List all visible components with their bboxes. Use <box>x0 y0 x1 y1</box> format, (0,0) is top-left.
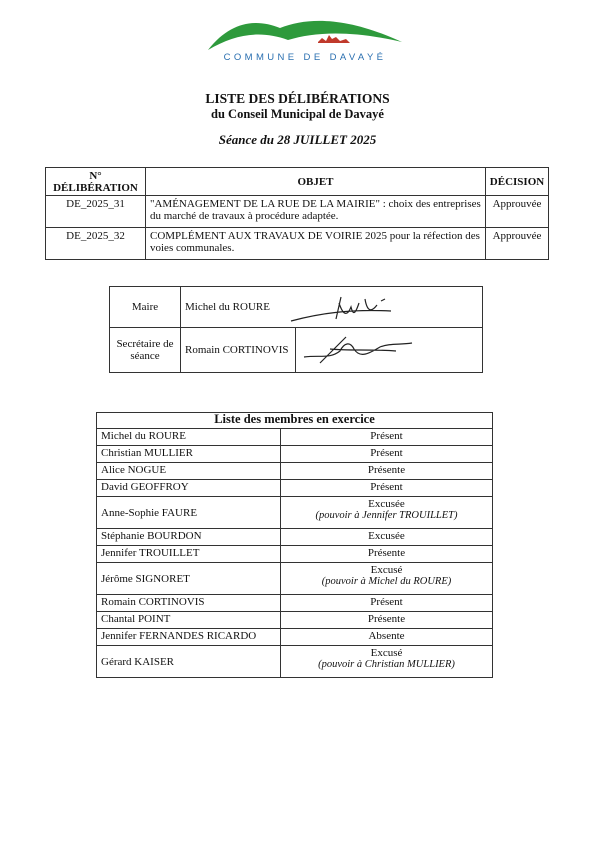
member-status: Excusé <box>370 647 403 659</box>
table-row <box>97 480 493 497</box>
deliberation-decision: Approuvée <box>486 228 549 260</box>
table-row <box>97 646 493 678</box>
table-row <box>97 595 493 612</box>
member-status-cell <box>281 529 493 546</box>
member-status: Présent <box>370 481 403 493</box>
col-header-decision: DÉCISION <box>486 168 549 196</box>
member-name: Jennifer TROUILLET <box>97 546 281 563</box>
signature-row <box>110 287 483 328</box>
session-date: Séance du 28 JUILLET 2025 <box>218 132 377 147</box>
table-row <box>46 228 549 260</box>
member-name: David GEOFFROY <box>97 480 281 497</box>
logo-text: COMMUNE DE DAVAYÉ <box>223 52 387 63</box>
member-status: Présente <box>367 464 406 476</box>
member-name: Romain CORTINOVIS <box>97 595 281 612</box>
signature-row <box>110 328 483 373</box>
deliberation-number: DE_2025_31 <box>46 196 146 228</box>
mayor-signature <box>281 289 451 329</box>
member-status-cell <box>281 429 493 446</box>
member-name: Anne-Sophie FAURE <box>97 497 281 529</box>
signatures-table <box>109 286 483 373</box>
deliberation-object: COMPLÉMENT AUX TRAVAUX DE VOIRIE 2025 pour la réfection des voies communales. <box>146 228 486 260</box>
secretary-signature <box>300 329 420 369</box>
signature-cell <box>296 328 483 373</box>
member-status: Excusée <box>368 498 405 510</box>
table-row <box>97 629 493 646</box>
member-status-cell <box>281 497 493 529</box>
member-proxy: (pouvoir à Christian MULLIER) <box>318 659 455 670</box>
member-name: Jérôme SIGNORET <box>97 563 281 595</box>
member-name: Chantal POINT <box>97 612 281 629</box>
logo-village <box>318 35 350 43</box>
member-status-cell <box>281 563 493 595</box>
member-name: Alice NOGUE <box>97 463 281 480</box>
member-status: Absente <box>368 630 405 642</box>
table-row <box>97 446 493 463</box>
member-name: Stéphanie BOURDON <box>97 529 281 546</box>
member-status: Présent <box>370 430 403 442</box>
table-row <box>97 463 493 480</box>
member-status-cell <box>281 480 493 497</box>
col-header-num: N° DÉLIBÉRATION <box>46 168 146 196</box>
member-status: Présent <box>370 596 403 608</box>
member-status: Excusé <box>370 564 403 576</box>
signature-name: Romain CORTINOVIS <box>181 328 296 373</box>
member-status: Présente <box>367 613 406 625</box>
member-name: Christian MULLIER <box>97 446 281 463</box>
members-table <box>96 412 493 678</box>
member-status: Présente <box>367 547 406 559</box>
table-row <box>46 196 549 228</box>
signature-role: Maire <box>110 287 181 328</box>
member-status: Excusée <box>368 530 405 542</box>
member-name: Gérard KAISER <box>97 646 281 678</box>
members-body <box>97 429 493 678</box>
table-row <box>97 546 493 563</box>
table-row <box>97 429 493 446</box>
member-status-cell <box>281 446 493 463</box>
table-header-row <box>97 413 493 429</box>
deliberation-object: "AMÉNAGEMENT DE LA RUE DE LA MAIRIE" : choix des entreprises du marché de travaux à procédure adaptée. <box>146 196 486 228</box>
member-status-cell <box>281 595 493 612</box>
signature-cell <box>181 287 483 328</box>
page-title: LISTE DES DÉLIBÉRATIONS <box>205 91 390 106</box>
signature-role: Secrétaire de séance <box>110 328 181 373</box>
table-row <box>97 563 493 595</box>
member-status-cell <box>281 546 493 563</box>
deliberation-number: DE_2025_32 <box>46 228 146 260</box>
deliberation-decision: Approuvée <box>486 196 549 228</box>
member-status: Présent <box>370 447 403 459</box>
member-proxy: (pouvoir à Michel du ROURE) <box>321 576 452 587</box>
member-status-cell <box>281 646 493 678</box>
signature-name: Michel du ROURE <box>185 301 270 313</box>
col-header-object: OBJET <box>146 168 486 196</box>
member-name: Michel du ROURE <box>97 429 281 446</box>
member-status-cell <box>281 612 493 629</box>
members-title: Liste des membres en exercice <box>97 413 493 429</box>
member-status-cell <box>281 629 493 646</box>
deliberations-table <box>45 167 549 260</box>
member-proxy: (pouvoir à Jennifer TROUILLET) <box>315 510 458 521</box>
member-name: Jennifer FERNANDES RICARDO <box>97 629 281 646</box>
logo-hill-swoosh <box>208 21 402 50</box>
table-row <box>97 529 493 546</box>
page-subtitle: du Conseil Municipal de Davayé <box>211 107 384 121</box>
table-row <box>97 497 493 529</box>
member-status-cell <box>281 463 493 480</box>
table-header-row <box>46 168 549 196</box>
table-row <box>97 612 493 629</box>
